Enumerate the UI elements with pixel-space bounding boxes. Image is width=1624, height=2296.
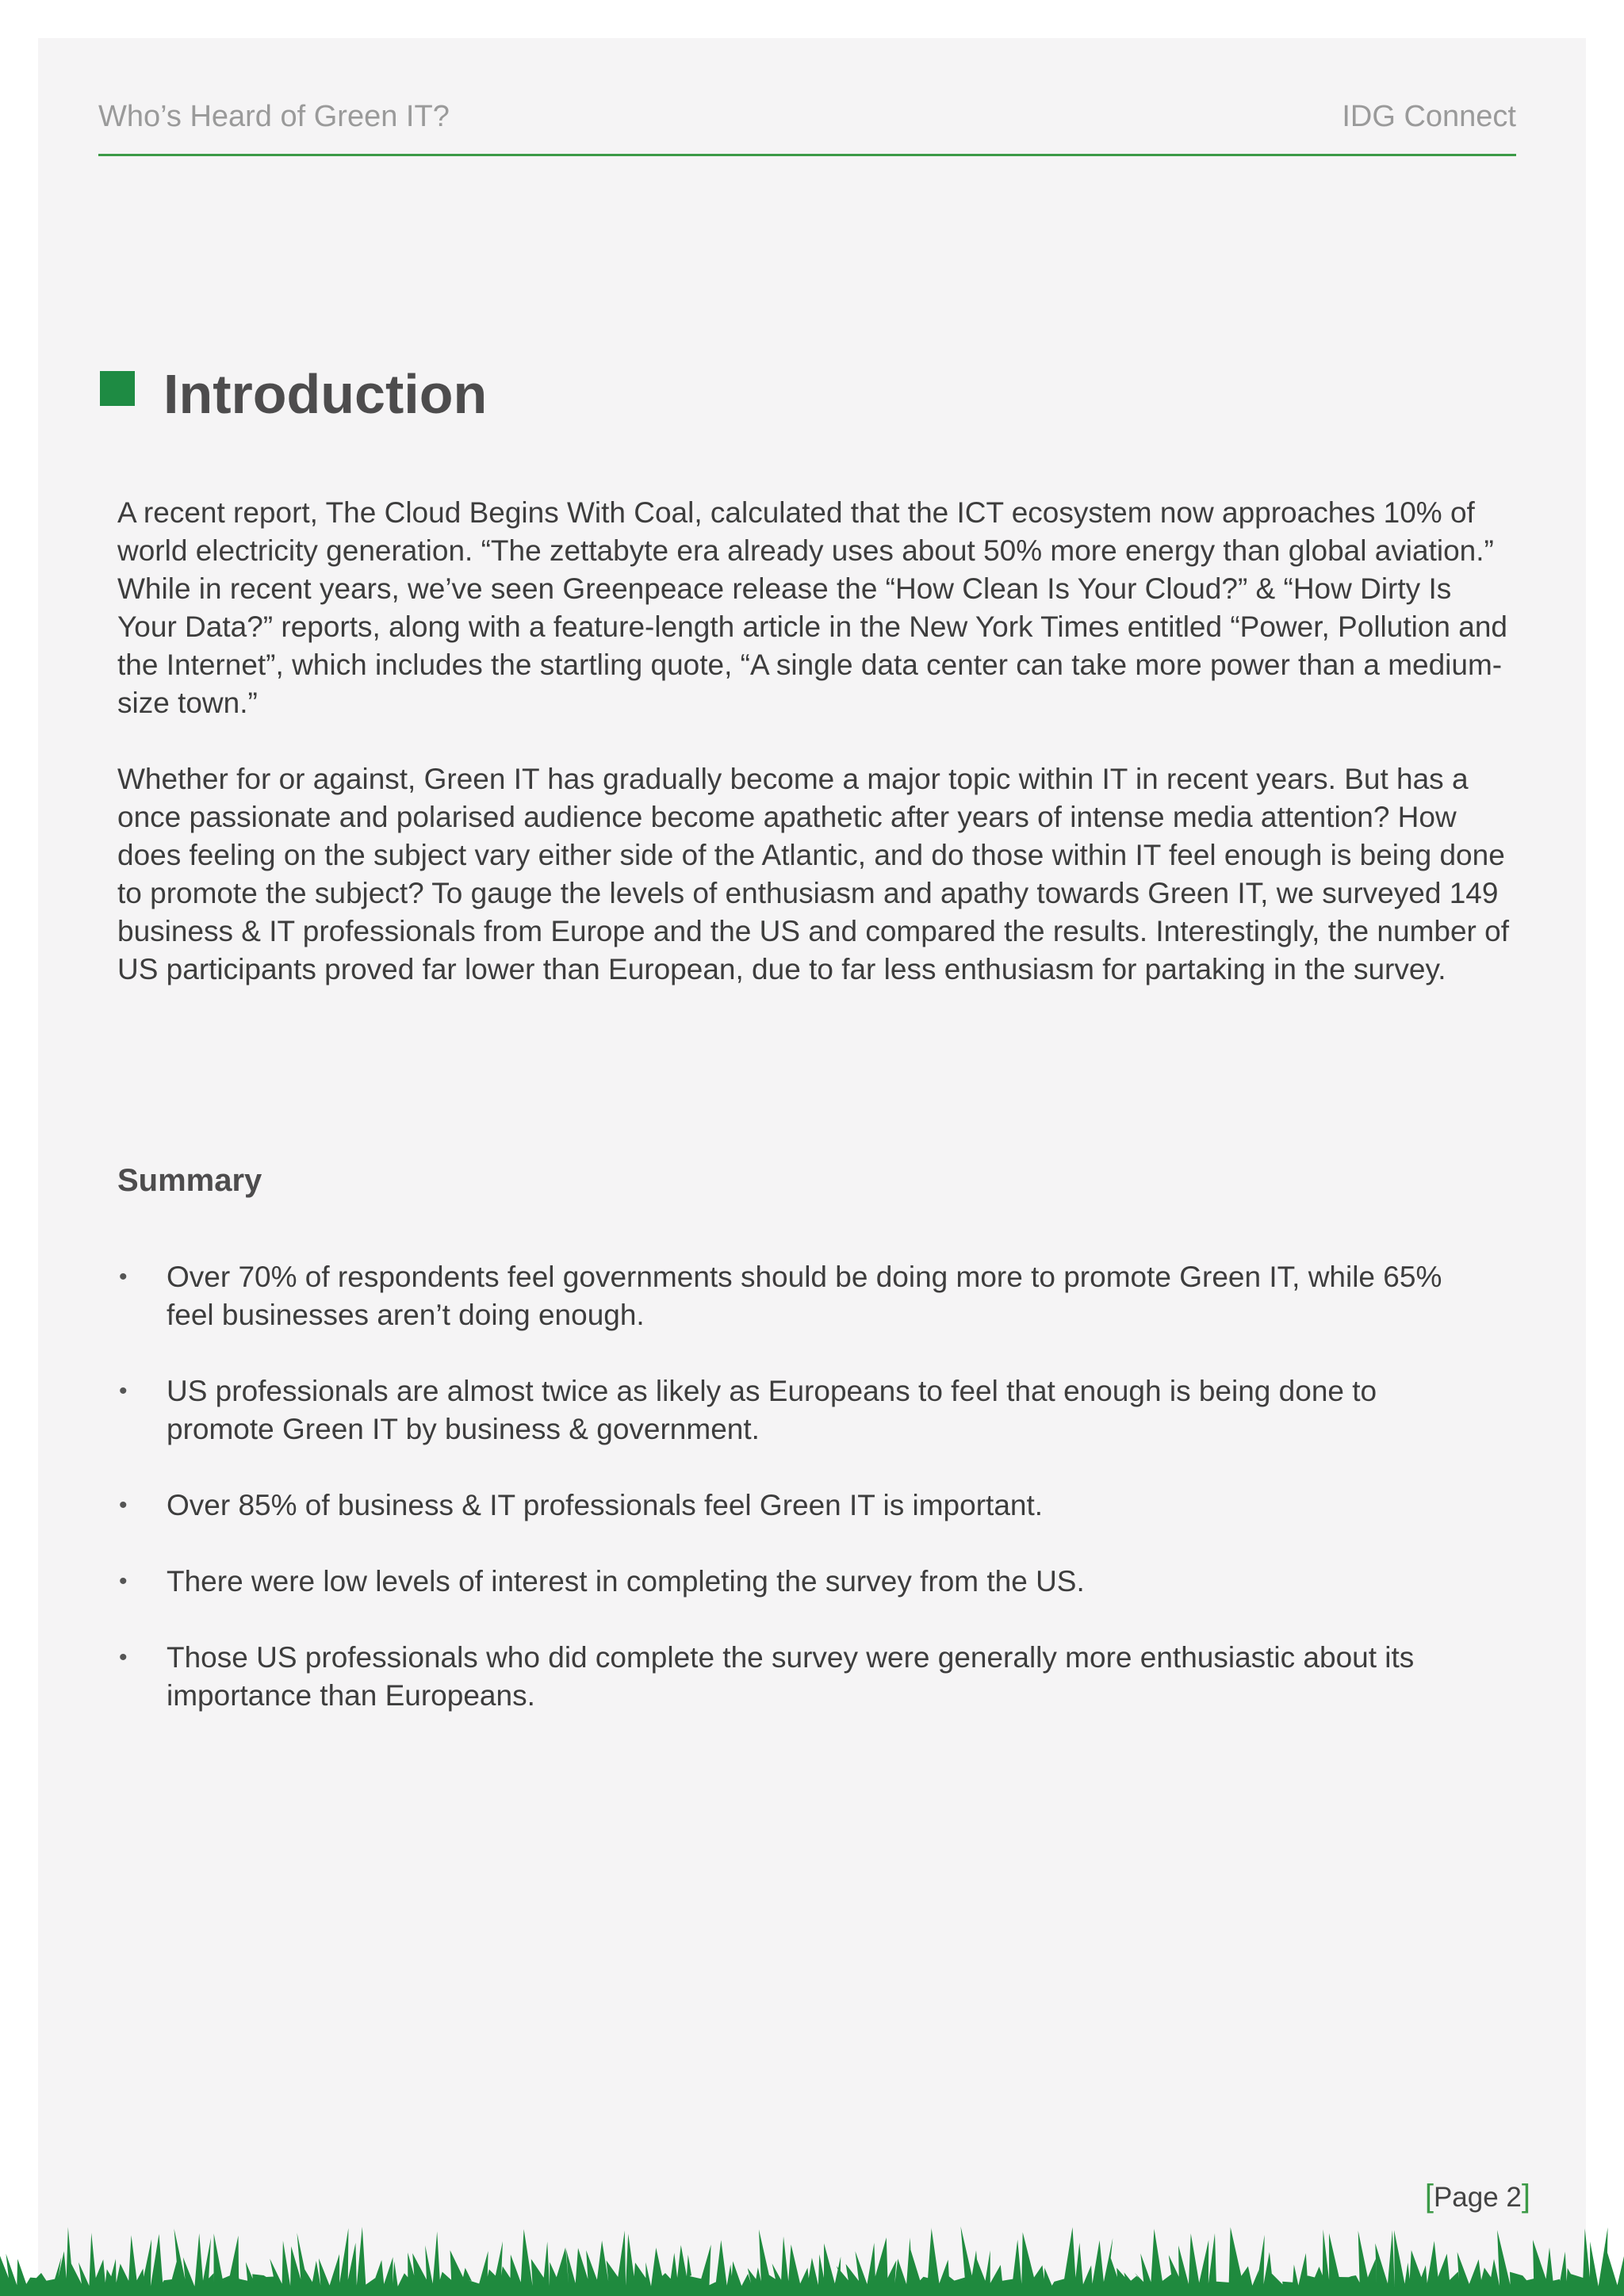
list-item <box>117 1258 1465 1334</box>
list-item-text: Over 85% of business & IT professionals feel Green IT is important. <box>167 1489 1044 1521</box>
section-heading <box>100 358 487 430</box>
bullet-icon: • <box>119 1492 128 1518</box>
page-number <box>1425 2179 1530 2214</box>
section-title: Introduction <box>163 363 488 425</box>
bullet-icon: • <box>119 1644 128 1670</box>
summary-list <box>117 1258 1465 1753</box>
bullet-icon: • <box>119 1264 128 1290</box>
bracket-open: [ <box>1424 2179 1434 2214</box>
list-item <box>117 1372 1465 1448</box>
list-item-text: US professionals are almost twice as likely as Europeans to feel that enough is being done to promote Green IT by business & government. <box>167 1375 1377 1445</box>
publisher-name: IDG Connect <box>1342 100 1516 133</box>
list-item <box>117 1639 1465 1715</box>
list-item-text: Over 70% of respondents feel governments should be doing more to promote Green IT, while 65% feel businesses aren’t doing enough. <box>167 1261 1442 1331</box>
document-title: Who’s Heard of Green IT? <box>98 100 450 133</box>
intro-paragraph-2: Whether for or against, Green IT has gradually become a major topic within IT in recent years. But has a once passionate and polarised audience become apathetic after years of intense media attention? How does feeling on the subject vary either side of the Atlantic, and do those within IT feel enough is being done to promote the subject? To gauge the levels of enthusiasm and apathy towards Green IT, we surveyed 149 business & IT professionals from Europe and the US and compared the results. Interestingly, the number of US participants proved far lower than European, due to far less enthusiasm for partaking in the survey. <box>117 763 1510 985</box>
bullet-icon: • <box>119 1378 128 1404</box>
list-item-text: There were low levels of interest in completing the survey from the US. <box>167 1565 1085 1598</box>
grass-decoration-icon <box>0 2220 1624 2296</box>
bracket-close: ] <box>1521 2179 1530 2214</box>
running-header <box>98 100 1516 134</box>
intro-paragraph-1: A recent report, The Cloud Begins With Coal, calculated that the ICT ecosystem now approaches 10% of world electricity generation. “The zettabyte era already uses about 50% more energy than global aviation.” While in recent years, we’ve seen Greenpeace release the “How Clean Is Your Cloud?” & “How Dirty Is Your Data?” reports, along with a feature-length article in the New York Times entitled “Power, Pollution and the Internet”, which includes the startling quote, “A single data center can take more power than a medium-size town.” <box>117 496 1508 719</box>
list-item-text: Those US professionals who did complete the survey were generally more enthusiastic about its importance than Europeans. <box>167 1641 1415 1712</box>
page-label: Page 2 <box>1433 2182 1522 2213</box>
list-item <box>117 1487 1465 1525</box>
green-square-icon <box>100 371 135 406</box>
summary-heading: Summary <box>117 1163 262 1198</box>
list-item <box>117 1563 1465 1601</box>
header-divider <box>98 154 1516 156</box>
bullet-icon: • <box>119 1568 128 1594</box>
